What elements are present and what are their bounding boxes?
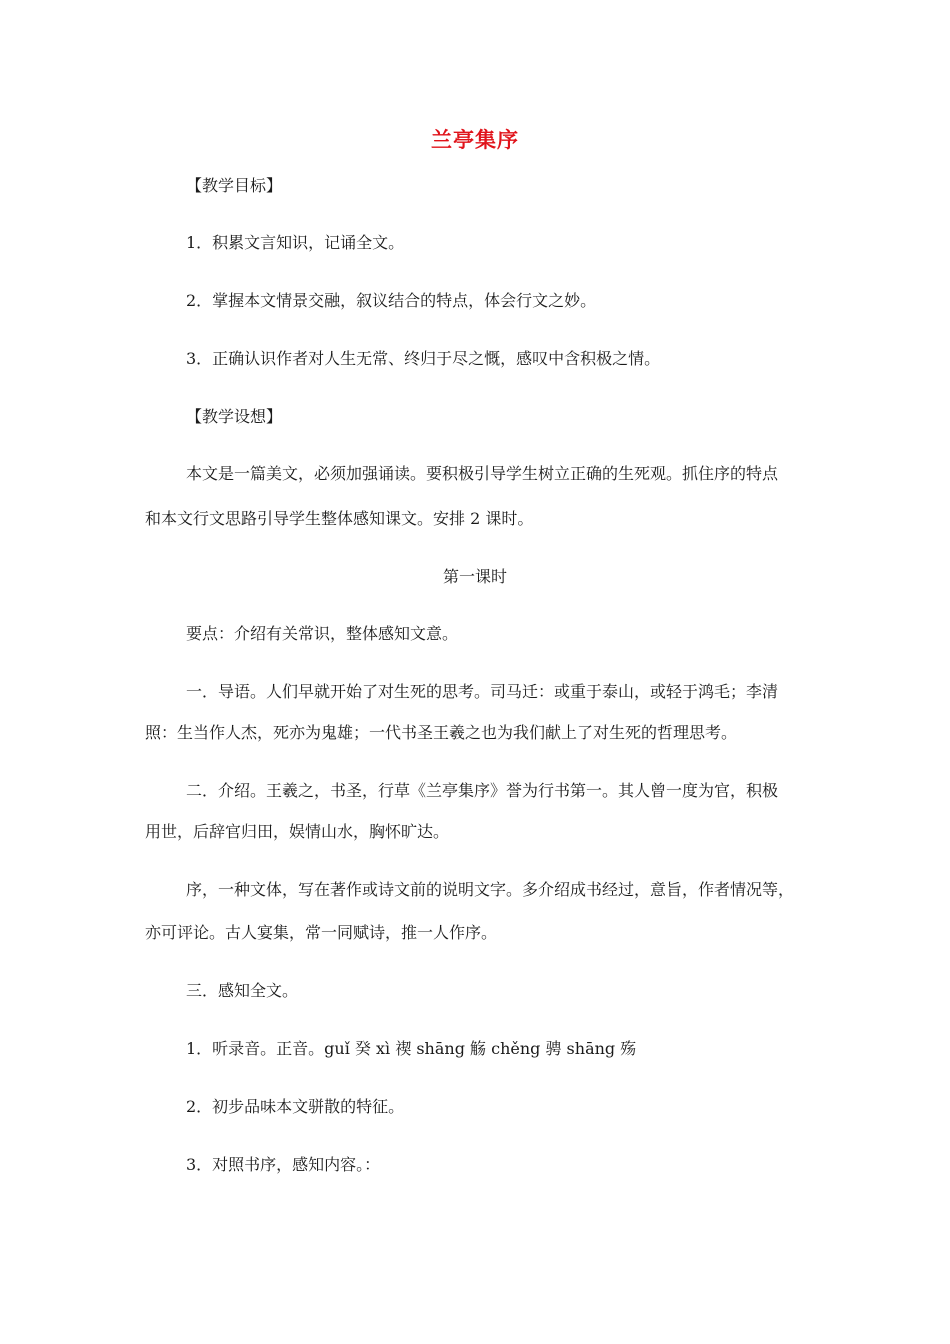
preface-line-2: 亦可评论。古人宴集，常一同赋诗，推一人作序。 — [145, 923, 498, 942]
step1-line-1: 一．导语。人们早就开始了对生死的思考。司马迁：或重于泰山，或轻于鸿毛；李清 — [186, 682, 779, 701]
design-heading: 【教学设想】 — [186, 407, 283, 426]
step3-item-2: 2．初步品味本文骈散的特征。 — [186, 1097, 405, 1116]
key-points: 要点：介绍有关常识，整体感知文意。 — [186, 624, 459, 643]
step3-heading: 三．感知全文。 — [186, 981, 299, 1000]
step1-line-2: 照：生当作人杰，死亦为鬼雄；一代书圣王羲之也为我们献上了对生死的哲理思考。 — [145, 723, 738, 742]
step2-line-2: 用世，后辞官归田，娱情山水，胸怀旷达。 — [145, 822, 450, 841]
preface-line-1: 序，一种文体，写在著作或诗文前的说明文字。多介绍成书经过，意旨，作者情况等， — [186, 880, 795, 899]
lesson-heading: 第一课时 — [442, 567, 507, 586]
design-paragraph-line-1: 本文是一篇美文，必须加强诵读。要积极引导学生树立正确的生死观。抓住序的特点 — [186, 464, 779, 483]
goal-item-1: 1．积累文言知识，记诵全文。 — [186, 233, 405, 252]
step3-item-1: 1．听录音。正音。guǐ 癸 xì 禊 shāng 觞 chěng 骋 shāng 殇 — [186, 1039, 637, 1058]
goals-heading: 【教学目标】 — [186, 176, 283, 195]
design-paragraph-line-2: 和本文行文思路引导学生整体感知课文。安排 2 课时。 — [145, 509, 534, 528]
goal-item-2: 2．掌握本文情景交融，叙议结合的特点，体会行文之妙。 — [186, 291, 597, 310]
document-title: 兰亭集序 — [431, 127, 519, 152]
step2-line-1: 二．介绍。王羲之，书圣，行草《兰亭集序》誉为行书第一。其人曾一度为官，积极 — [186, 781, 779, 800]
step3-item-3: 3．对照书序，感知内容。： — [186, 1155, 381, 1174]
goal-item-3: 3．正确认识作者对人生无常、终归于尽之慨，感叹中含积极之情。 — [186, 349, 661, 368]
